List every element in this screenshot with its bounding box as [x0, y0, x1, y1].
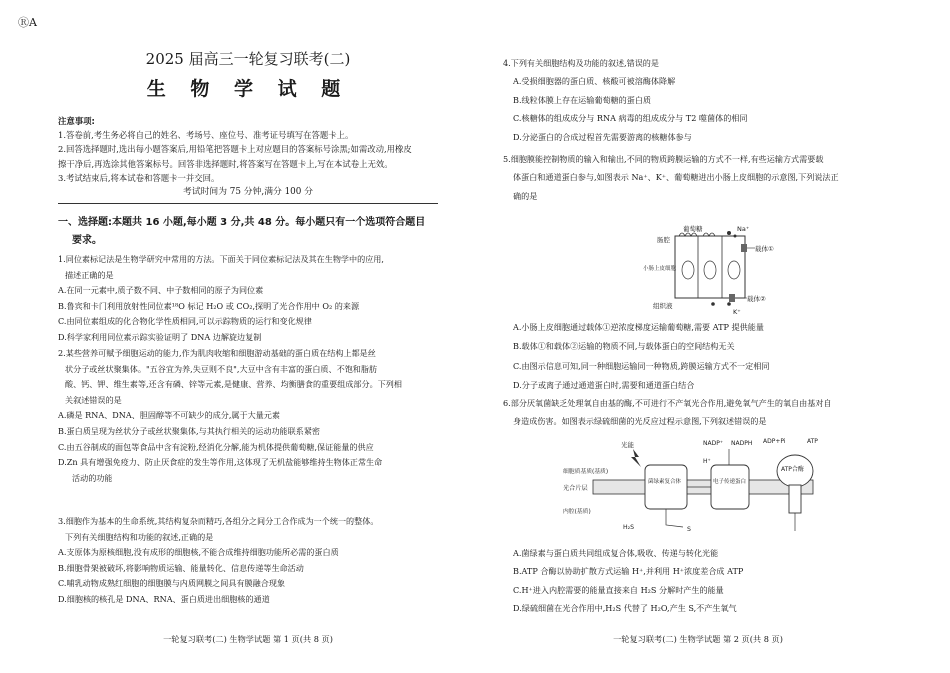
- option-d: D.科学家利用同位素示踪实验证明了 DNA 边解旋边复制: [58, 331, 262, 342]
- option-d: D.Zn 具有增强免疫力、防止厌食症的发生等作用,这体现了无机盐能够维持生物体正常生命: [58, 457, 383, 468]
- subject-title: 生 物 学 试 题: [146, 78, 350, 100]
- right-page: [503, 0, 893, 673]
- time-info: 考试时间为 75 分钟,满分 100 分: [183, 187, 313, 197]
- section-heading: [58, 214, 438, 250]
- label-photo-layer: 光合片层: [563, 485, 588, 492]
- label-lumen: 肠腔: [657, 236, 670, 244]
- question-stem: 5.细胞膜能控制物质的输入和输出,不同的物质跨膜运输的方式不一样,有些运输方式需要载: [503, 154, 824, 164]
- label-membrane: 细胞质基质(基质): [563, 469, 609, 475]
- divider: [58, 203, 438, 204]
- label-nadp: NADP⁺: [703, 440, 723, 447]
- question-stem: 6.部分厌氧菌缺乏处理氧自由基的酶,不可进行不产氧光合作用,避免氧气产生的氧自由基对自: [503, 398, 832, 408]
- question-stem: 描述正确的是: [65, 269, 114, 280]
- notes-block: [58, 114, 438, 185]
- question-stem: 4.下列有关细胞结构及功能的叙述,错误的是: [503, 58, 659, 68]
- question-5: [503, 150, 893, 205]
- option-c: C.由五谷制成的面包等食品中含有淀粉,经消化分解,能为机体提供葡萄糖,保证能量的供应: [58, 441, 374, 452]
- question-stem: 体蛋白和通道蛋白参与,如图表示 Na⁺、K⁺、葡萄糖进出小肠上皮细胞的示意图,下列说法正: [513, 172, 839, 183]
- left-page: [58, 0, 438, 673]
- option-a: A.小肠上皮细胞通过载体①逆浓度梯度运输葡萄糖,需要 ATP 提供能量: [513, 322, 764, 332]
- option-b: B.线粒体膜上存在运输葡萄糖的蛋白质: [513, 94, 652, 105]
- question-stem: 酸、钙、钾、维生素等,还含有磷、锌等元素,是健康、营养、均衡膳食的重要组成部分。下列相: [65, 379, 402, 390]
- question-6-options: [503, 544, 893, 618]
- label-h2s: H₂S: [623, 524, 635, 531]
- note-line: 擦干净后,再选涂其他答案标号。回答非选择题时,将答案写在答题卡上,写在本试卷上无效。: [58, 158, 393, 169]
- note-line: 1.答卷前,考生务必将自己的姓名、考场号、座位号、准考证号填写在答题卡上。: [58, 130, 354, 141]
- question-stem: 身造成伤害。如图表示绿硫细菌的光反应过程示意图,下列叙述错误的是: [513, 416, 767, 427]
- section-line: 一、选择题:本题共 16 小题,每小题 3 分,共 48 分。每小题只有一个选项符合题目: [58, 217, 426, 228]
- label-atp: ATP: [807, 438, 818, 445]
- section-line: 要求。: [72, 235, 102, 246]
- question-5-options: [503, 318, 893, 396]
- label-light: 光能: [621, 441, 634, 449]
- option-c: C.核糖体的组成成分与 RNA 病毒的组成成分与 T2 噬菌体的相同: [513, 113, 748, 124]
- option-d: D.分子或离子通过通道蛋白时,需要和通道蛋白结合: [513, 380, 695, 391]
- corner-mark: ⓇA: [18, 16, 37, 29]
- question-2: [58, 346, 438, 486]
- membrane-transport-figure: [643, 224, 783, 316]
- question-6: [503, 394, 893, 431]
- question-stem: 3.细胞作为基本的生命系统,其结构复杂而精巧,各组分之间分工合作成为一个统一的整体。: [58, 516, 379, 526]
- note-line: 3.考试结束后,将本试卷和答题卡一并交回。: [58, 172, 220, 183]
- question-stem: 下列有关细胞结构和功能的叙述,正确的是: [65, 531, 214, 542]
- label-glucose: 葡萄糖: [683, 225, 703, 233]
- option-a: A.在同一元素中,质子数不同、中子数相同的原子为同位素: [58, 285, 264, 296]
- question-stem: 关叙述错误的是: [65, 394, 122, 405]
- label-k: K⁺: [733, 308, 741, 316]
- option-b: B.细胞骨架被破坏,将影响物质运输、能量转化、信息传递等生命活动: [58, 562, 304, 573]
- page-footer: 一轮复习联考(二) 生物学试题 第 1 页(共 8 页): [163, 634, 333, 644]
- option-a: A.磷是 RNA、DNA、胆固醇等不可缺少的成分,属于大量元素: [58, 410, 280, 421]
- option-a: A.受损细胞器的蛋白质、核酸可被溶酶体降解: [513, 76, 676, 87]
- option-d-cont: 活动的功能: [72, 472, 113, 483]
- option-b: B.ATP 合酶以协助扩散方式运输 H⁺,并利用 H⁺浓度差合成 ATP: [513, 566, 744, 577]
- label-atp-synthase: ATP合酶: [781, 466, 804, 473]
- question-4: [503, 54, 893, 146]
- label-carrier1: 载体①: [755, 245, 774, 253]
- option-a: A.支原体为原核细胞,没有成形的细胞核,不能合成维持细胞功能所必需的蛋白质: [58, 547, 339, 558]
- option-c: C.由图示信息可知,同一种细胞运输同一种物质,跨膜运输方式不一定相同: [513, 360, 770, 371]
- option-b: B.载体①和载体②运输的物质不同,与载体蛋白的空间结构无关: [513, 341, 735, 352]
- option-b: B.鲁宾和卡门利用放射性同位素¹⁸O 标记 H₂O 或 CO₂,探明了光合作用中 O₂ 的来源: [58, 300, 360, 311]
- label-nadph: NADPH: [731, 440, 753, 447]
- option-d: D.细胞核的核孔是 DNA、RNA、蛋白质进出细胞核的通道: [58, 593, 270, 604]
- label-na: Na⁺: [737, 225, 750, 233]
- option-b: B.蛋白质呈现为丝状分子或丝状聚集体,与其执行相关的运动功能联系紧密: [58, 425, 321, 436]
- label-transport: 电子传递蛋白: [713, 479, 747, 485]
- label-carrier2: 载体②: [747, 295, 766, 303]
- question-stem: 2.某些营养可赋予细胞运动的能力,作为肌肉收缩和细胞游动基础的蛋白质在结构上都是丝: [58, 348, 376, 358]
- label-cell: 小肠上皮细胞: [643, 266, 677, 272]
- question-stem: 确的是: [513, 190, 538, 201]
- notes-heading: 注意事项:: [58, 116, 95, 126]
- label-adp: ADP+Pi: [763, 438, 786, 445]
- question-stem: 1.同位素标记法是生物学研究中常用的方法。下面关于同位素标记法及其在生物学中的应用,: [58, 254, 384, 264]
- option-c: C.H⁺进入内腔需要的能量直接来自 H₂S 分解时产生的能量: [513, 584, 724, 595]
- exam-title: 2025 届高三一轮复习联考(二): [145, 50, 351, 68]
- note-line: 2.回答选择题时,选出每小题答案后,用铅笔把答题卡上对应题目的答案标号涂黑;如需改动,用橡皮: [58, 144, 412, 155]
- photosynthesis-figure: [563, 435, 833, 540]
- label-s: S: [687, 526, 691, 533]
- label-fluid: 组织液: [653, 302, 673, 310]
- option-d: D.分泌蛋白的合成过程首先需要游离的核糖体参与: [513, 131, 692, 142]
- question-stem: 状分子或丝状聚集体。"五谷宜为养,失豆则不良",大豆中含有丰富的蛋白质、不饱和脂肪: [65, 363, 378, 374]
- question-1: [58, 252, 438, 346]
- option-d: D.绿硫细菌在光合作用中,H₂S 代替了 H₂O,产生 S,不产生氧气: [513, 603, 737, 614]
- label-complex: 菌绿素复合体: [648, 479, 682, 485]
- option-c: C.由同位素组成的化合物化学性质相同,可以示踪物质的运行和变化规律: [58, 316, 312, 327]
- option-c: C.哺乳动物成熟红细胞的细胞膜与内质网膜之间具有膜融合现象: [58, 578, 286, 589]
- question-3: [58, 514, 438, 608]
- option-a: A.菌绿素与蛋白质共同组成复合体,吸收、传递与转化光能: [513, 548, 719, 558]
- label-h: H⁺: [703, 458, 711, 465]
- page-footer: 一轮复习联考(二) 生物学试题 第 2 页(共 8 页): [613, 634, 783, 644]
- label-lumen: 内腔(基质): [563, 509, 591, 515]
